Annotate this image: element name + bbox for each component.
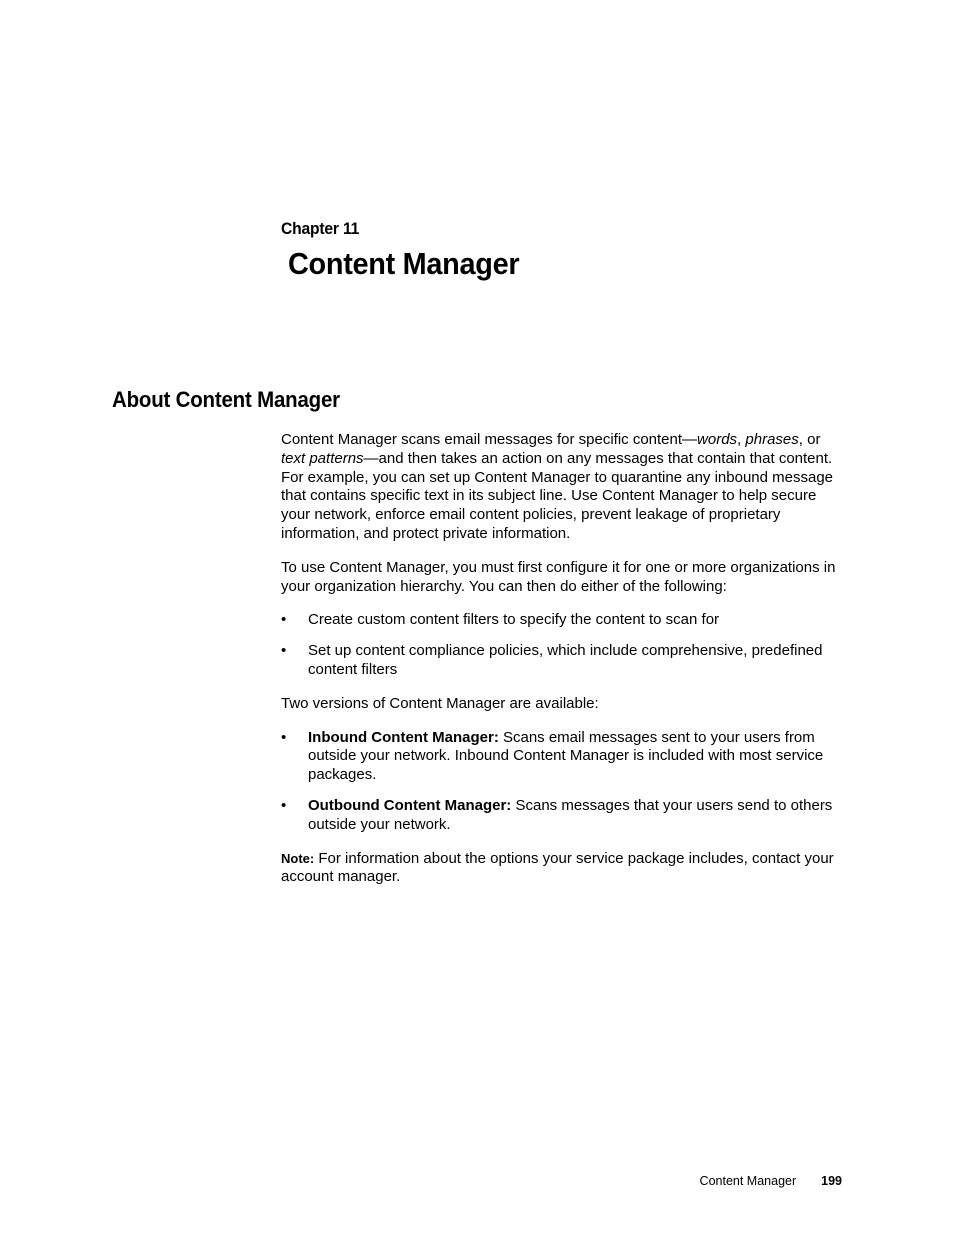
list-item-term: Outbound Content Manager: xyxy=(308,796,512,814)
versions-paragraph: Two versions of Content Manager are available: xyxy=(281,694,599,712)
bullet-icon: • xyxy=(281,642,287,660)
chapter-title: Content Manager xyxy=(288,246,520,281)
intro-text-start: Content Manager scans email messages for specific content— xyxy=(281,431,698,448)
version-bullet-list xyxy=(281,729,843,835)
footer-title: Content Manager xyxy=(699,1174,797,1188)
page-number: 199 xyxy=(821,1174,842,1188)
note-text: For information about the options your service package includes, contact your account manager. xyxy=(281,849,834,886)
list-item-term: Inbound Content Manager: xyxy=(308,728,499,746)
intro-sep: , xyxy=(737,431,746,448)
intro-text-end: —and then takes an action on any messages that contain that content. For example, you can set up Content Manager to quarantine any inbound message that contains specific text in its subject line. Use Content Manager to help secure your network, enforce email content policies, prevent leakage of proprietary information, and protect private information. xyxy=(281,449,834,542)
list-item xyxy=(281,611,843,630)
usage-paragraph: To use Content Manager, you must first configure it for one or more organizations in your organization hierarchy. You can then do either of the following: xyxy=(281,558,836,595)
note-paragraph xyxy=(281,850,843,888)
bullet-icon: • xyxy=(281,796,287,814)
note-label: Note: xyxy=(281,850,315,866)
list-item xyxy=(281,642,843,680)
list-item-text: Set up content compliance policies, which include comprehensive, predefined content filters xyxy=(308,642,823,678)
page-footer xyxy=(0,1174,842,1188)
list-item xyxy=(281,729,843,785)
body-content xyxy=(281,431,843,902)
intro-em-words: words xyxy=(697,431,738,448)
usage-bullet-list xyxy=(281,611,843,679)
intro-em-phrases: phrases xyxy=(745,431,799,448)
list-item-text: Scans messages that your users send to others outside your network. xyxy=(308,796,833,833)
list-item-text: Scans email messages sent to your users from outside your network. Inbound Content Manager is included with most service packages. xyxy=(308,728,824,784)
list-item xyxy=(281,797,843,835)
intro-sep: , or xyxy=(798,431,821,448)
section-heading: About Content Manager xyxy=(112,387,340,412)
intro-paragraph xyxy=(281,431,843,544)
bullet-icon: • xyxy=(281,728,287,746)
list-item-text: Create custom content filters to specify the content to scan for xyxy=(308,611,720,629)
chapter-label: Chapter 11 xyxy=(281,219,360,238)
bullet-icon: • xyxy=(281,611,287,629)
intro-em-text-patterns: text patterns xyxy=(281,449,364,467)
